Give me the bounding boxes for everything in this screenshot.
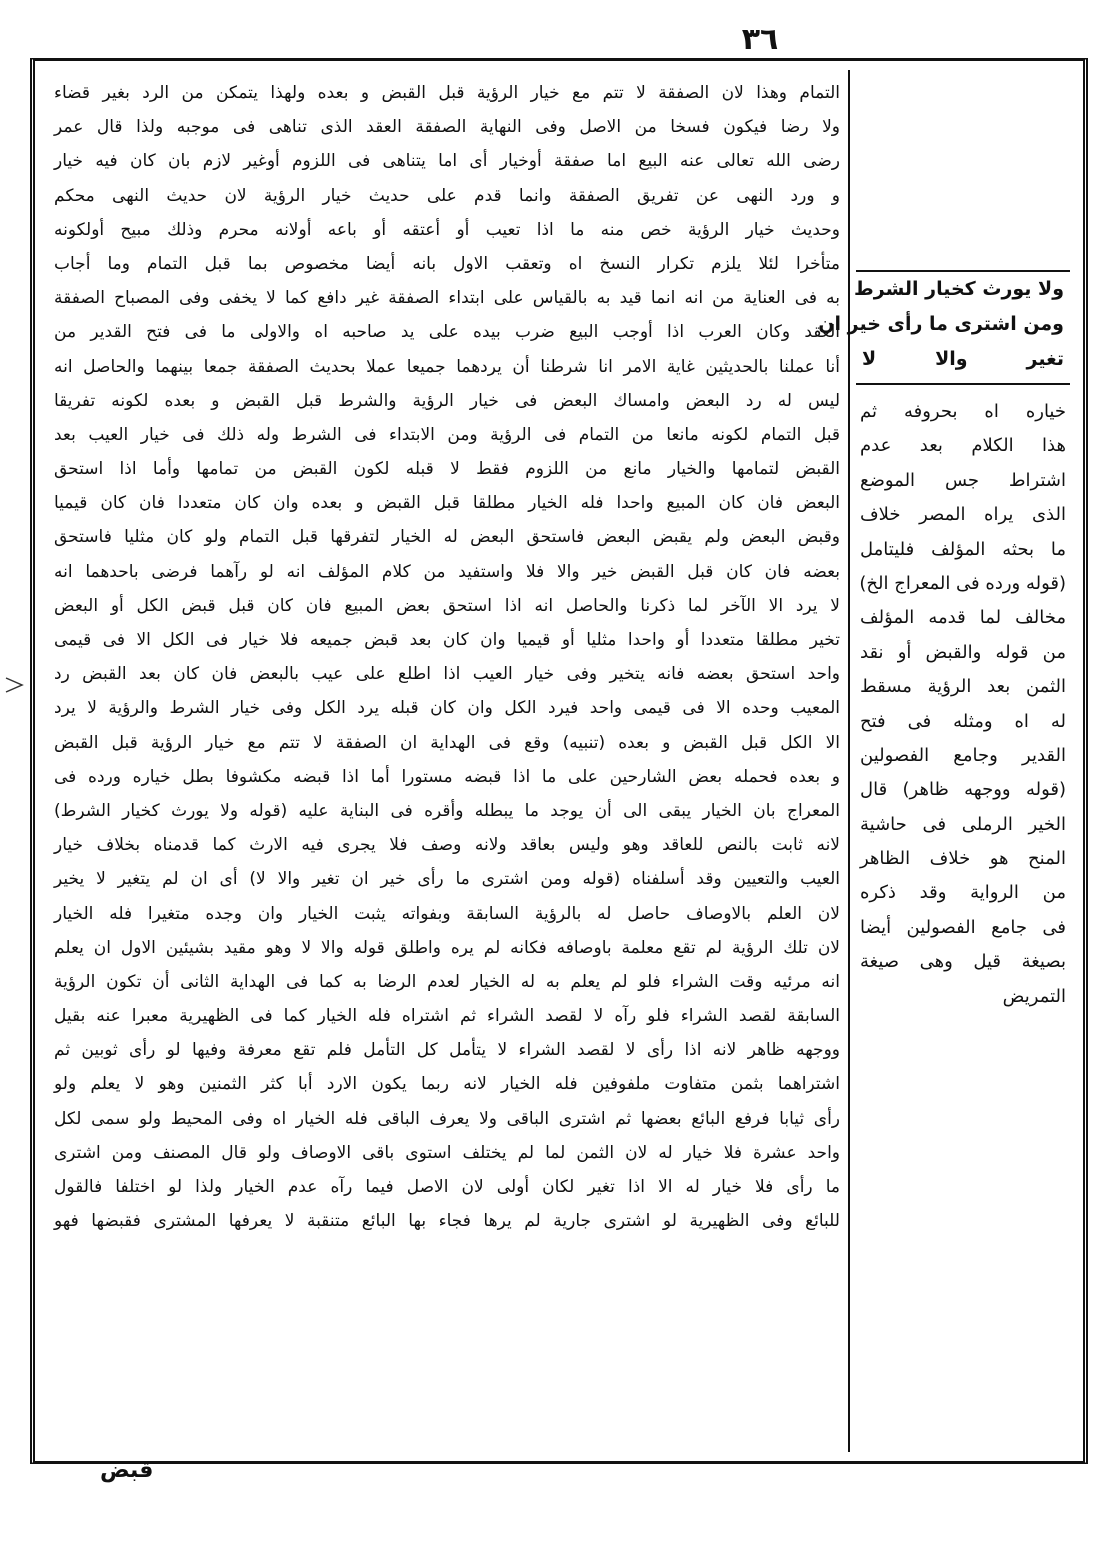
main-text-line: للبائع وفى الظهيرية لو اشترى جارية لم يرها فجاء بها البائع متنقبة لا يعرفها المشترى فقبضها فهو bbox=[54, 1211, 840, 1232]
margin-note-line: الذى يراه المصر خلاف bbox=[860, 504, 1066, 526]
main-text-line: ما رأى فلا خيار له الا اذا تغير لكان أولى لان الاصل فيما رآه عدم الخيار ولذا لو اختلفا فالقول bbox=[54, 1177, 840, 1197]
main-text-line: رأى ثيابا فرفع البائع بعضها ثم اشترى الباقى ولا يعرف الباقى فله الخيار اه وفى المحيط ولو سمى لكل bbox=[54, 1108, 840, 1129]
margin-note-line: القدير وجامع الفصولين bbox=[860, 744, 1066, 766]
main-text-column bbox=[44, 70, 850, 1452]
main-text-line: أنا عملنا بالحديثين غاية الامر انا شرطنا أن يردهما جميعا عملا بحديث الصفقة جمعا بينهما والحاصل انه bbox=[54, 356, 840, 377]
main-text-line: المعراج بان الخيار يبقى الى أن يوجد ما يبطله وأقره فى البناية عليه (قوله ولا يورث كخيار الشرط) bbox=[54, 800, 840, 821]
margin-heading-box bbox=[818, 270, 1070, 385]
margin-note-line: (قوله ووجهه ظاهر) قال bbox=[860, 779, 1066, 801]
margin-note-line: (قوله ورده فى المعراج الخ) bbox=[859, 572, 1066, 594]
main-text-line: بعضه فان كان قبل القبض خير والا فلا واستفيد من كلام المؤلف انه لو رآهما فرضى باحدهما انه bbox=[54, 561, 840, 582]
margin-note-line: اشتراط جس الموضع bbox=[860, 469, 1066, 491]
main-text-line: الا الكل قبل القبض و بعده (تنبيه) وقع فى الهداية ان الصفقة لا تتم مع خيار الرؤية قبل القبض bbox=[54, 732, 840, 753]
margin-note-line: التمريض bbox=[1002, 985, 1066, 1007]
margin-note-line: فى جامع الفصولين أيضا bbox=[860, 916, 1066, 938]
main-text-line: لا يرد الا الآخر لما ذكرنا والحاصل انه اذا استحق بعض المبيع فان كان قبل قبض الكل أو البعض bbox=[54, 595, 840, 616]
page-number: ٣٦ bbox=[741, 22, 779, 57]
margin-note-line: ما بحثه المؤلف فليتامل bbox=[860, 538, 1066, 560]
margin-heading-line: تغير والا لا bbox=[862, 348, 1064, 370]
margin-mark-icon bbox=[2, 672, 28, 698]
main-text-line: العيب والتعيين وقد أسلفناه (قوله ومن اشترى ما رأى خير ان تغير والا لا) أى ان لم يتغير لا يخير bbox=[54, 869, 840, 890]
main-text-line: التمام وهذا لان الصفقة لا تتم مع خيار الرؤية قبل القبض و بعده ولهذا يتمكن من الرد بغير قضاء bbox=[54, 83, 840, 103]
main-text-line: به فى العناية من انه انما قيد به بالقياس على ابتداء الصفقة غير دافع كما لا يخفى وفى المصباح الصفقة bbox=[54, 288, 840, 309]
margin-note-line: خياره اه بحروفه ثم bbox=[860, 401, 1066, 422]
main-text-line: ليس له رد البعض وامساك البعض فى خيار الرؤية والشرط قبل القبض و بعده لكونه تفريقا bbox=[54, 390, 840, 411]
margin-note-line: من قوله والقبض أو نقد bbox=[860, 641, 1066, 663]
main-text-line: لانه ثابت بالنص للعاقد وهو وليس بعاقد ولانه وصف فلا يجرى فيه الارث كما قدمناه بخلاف خيار bbox=[54, 835, 840, 856]
main-text-line: و بعده فحمله بعض الشارحين على ما اذا قبضه مستورا أما اذا قبضه مكشوفا بطل خياره ورده فى bbox=[54, 766, 840, 787]
main-text-line: انه مرئيه وقت الشراء فلو لم يعلم به له الخيار لعدم الرضا به كما فى الهداية الثانى أن تكون الرؤية bbox=[54, 971, 840, 992]
margin-note-line: الثمن بعد الرؤية مسقط bbox=[860, 676, 1066, 698]
main-text-line: متأخرا لئلا يلزم تكرار النسخ اه وتعقب الاول بانه أيضا مخصوص بما قبل التمام وما أجاب bbox=[54, 253, 840, 274]
margin-note-line: له اه ومثله فى فتح bbox=[860, 710, 1066, 732]
margin-note-line: المنح هو خلاف الظاهر bbox=[860, 848, 1066, 870]
main-text-line: المعيب وحده الا فى قيمى واحد فيرد الكل وان كان قبله يرد الكل وفى خيار الشرط والرؤية لا يرد bbox=[54, 698, 840, 719]
main-text-line: و ورد النهى عن تفريق الصفقة وانما قدم على حديث خيار الرؤية لان حديث النهى محكم bbox=[54, 185, 840, 206]
main-text-line: وحديث خيار الرؤية خص منه ما اذا تعيب أو أعتقه أو باعه أولانه محرم وذلك مبيح أولكونه bbox=[54, 219, 840, 240]
margin-heading-line: ومن اشترى ما رأى خير ان bbox=[818, 313, 1064, 335]
main-text-line: القبض لتمامها والخيار مانع من اللزوم فقط لا قبله لكون القبض من تمامها وأما اذا استحق bbox=[54, 459, 840, 480]
catchword: قبض bbox=[100, 1458, 154, 1483]
main-text-line: ووجهه ظاهر لانه اذا رأى لا لقصد الشراء لا يتأمل كل التأمل فلم تقع معرفة وفيها لو رأى ثوبين ثم bbox=[54, 1040, 840, 1061]
main-text-line: واحد عشرة فلا خيار له لان الثمن لما لم يختلف استوى باقى الاوصاف ولو قال المصنف ومن اشترى bbox=[54, 1142, 840, 1163]
main-text-line: قبل التمام لكونه مانعا من التمام فى الرؤية ومن الابتداء فى الشرط وله ذلك فى خيار العيب بعد bbox=[54, 424, 840, 445]
margin-heading-line: ولا يورث كخيار الشرط bbox=[854, 278, 1064, 300]
margin-note-line: مخالف لما قدمه المؤلف bbox=[860, 607, 1066, 629]
main-text-line: واحد استحق بعضه فانه يتخير وفى خيار العيب اذا اطلع على عيب بالبعض فان كان بعد القبض رد bbox=[54, 664, 840, 685]
main-text-line: رضى الله تعالى عنه البيع اما صفقة أوخيار أى اما يتناهى فى اللزوم أوغير لازم بان كان فيه خيار bbox=[54, 151, 840, 172]
main-text-line: لان تلك الرؤية لم تقع معلمة باوصافه فكانه لم يره واطلق قوله والا لا وهو مقيد بشيئين الاول ان يعلم bbox=[54, 937, 840, 958]
main-text-line: العقد وكان العرب اذا أوجب البيع ضرب بيده على يد صاحبه اه والاولى ما فى فتح القدير من bbox=[54, 322, 840, 343]
margin-gloss-column bbox=[818, 70, 1074, 1452]
main-text-line: لان العلم بالاوصاف حاصل له بالرؤية السابقة وبفواته يثبت الخيار وان وجده متغيرا فله الخيار bbox=[54, 903, 840, 924]
main-text-line: السابقة لقصد الشراء فلو رآه لا لقصد الشراء ثم اشتراه فله الخيار كما فى الظهيرية معبرا عنه بقيل bbox=[54, 1006, 840, 1027]
margin-note-line: الخير الرملى فى حاشية bbox=[860, 813, 1066, 835]
main-text-line: اشتراهما بثمن متفاوت ملفوفين فله الخيار لانه ربما يكون الارد أبا كثر الثمنين وهو لا يعلم ولو bbox=[54, 1074, 840, 1095]
margin-note-line: من الرواية وقد ذكره bbox=[860, 882, 1066, 904]
main-text-line: البعض فان كان المبيع واحدا فله الخيار مطلقا قبل القبض و بعده وان كان متعددا فان كان قيميا bbox=[54, 493, 840, 514]
main-text-line: ولا رضا فيكون فسخا من الاصل وفى النهاية الصفقة العقد الذى تناهى فى موجبه ولذا قال عمر bbox=[54, 117, 840, 138]
margin-note-line: هذا الكلام بعد عدم bbox=[860, 435, 1066, 457]
main-text-line: وقبض البعض ولم يقبض البعض فاستحق البعض له الخيار لتفرقها قبل التمام ولو كان مثليا فاستحق bbox=[54, 527, 840, 548]
margin-note-line: بصيغة قيل وهى صيغة bbox=[860, 951, 1066, 973]
main-text-line: تخير مطلقا متعددا أو واحدا مثليا أو قيميا وان كان بعد قبض جميعه فلا خيار فى الكل الا فى قيمى bbox=[54, 630, 840, 650]
margin-notes bbox=[852, 395, 1074, 1014]
